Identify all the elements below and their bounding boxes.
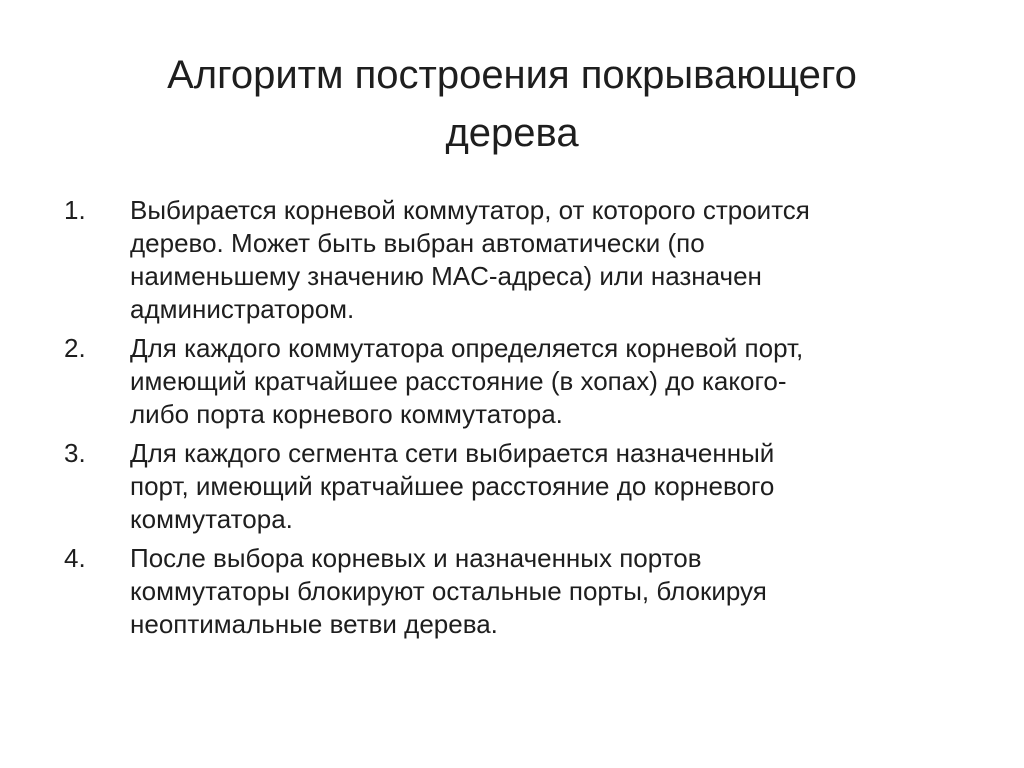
step-text bbox=[130, 194, 964, 326]
step-text bbox=[130, 437, 964, 536]
step-line: администратором. bbox=[130, 294, 355, 324]
step-line: неоптимальные ветви дерева. bbox=[130, 609, 498, 639]
step-item-3 bbox=[64, 437, 964, 536]
step-line: порт, имеющий кратчайшее расстояние до корневого bbox=[130, 471, 775, 501]
step-line: имеющий кратчайшее расстояние (в хопах) до какого- bbox=[130, 366, 787, 396]
slide-title-line-1: Алгоритм построения покрывающего bbox=[167, 53, 857, 97]
step-line: либо порта корневого коммутатора. bbox=[130, 399, 563, 429]
step-number: 1. bbox=[64, 195, 86, 225]
steps-list bbox=[64, 194, 964, 647]
step-line: Выбирается корневой коммутатор, от которого строится bbox=[130, 195, 810, 225]
step-item-4 bbox=[64, 542, 964, 641]
step-line: коммутатора. bbox=[130, 504, 293, 534]
slide-title-line-2: дерева bbox=[445, 111, 579, 155]
step-line: коммутаторы блокируют остальные порты, блокируя bbox=[130, 576, 767, 606]
step-line: Для каждого сегмента сети выбирается назначенный bbox=[130, 438, 775, 468]
step-text bbox=[130, 332, 964, 431]
step-line: Для каждого коммутатора определяется корневой порт, bbox=[130, 333, 804, 363]
step-number: 4. bbox=[64, 543, 86, 573]
step-line: наименьшему значению MAC-адреса) или назначен bbox=[130, 261, 762, 291]
step-line: дерево. Может быть выбран автоматически (по bbox=[130, 228, 705, 258]
step-number: 3. bbox=[64, 438, 86, 468]
slide-title bbox=[70, 46, 954, 162]
step-line: После выбора корневых и назначенных портов bbox=[130, 543, 702, 573]
step-number: 2. bbox=[64, 333, 86, 363]
step-item-1 bbox=[64, 194, 964, 326]
step-item-2 bbox=[64, 332, 964, 431]
step-text bbox=[130, 542, 964, 641]
